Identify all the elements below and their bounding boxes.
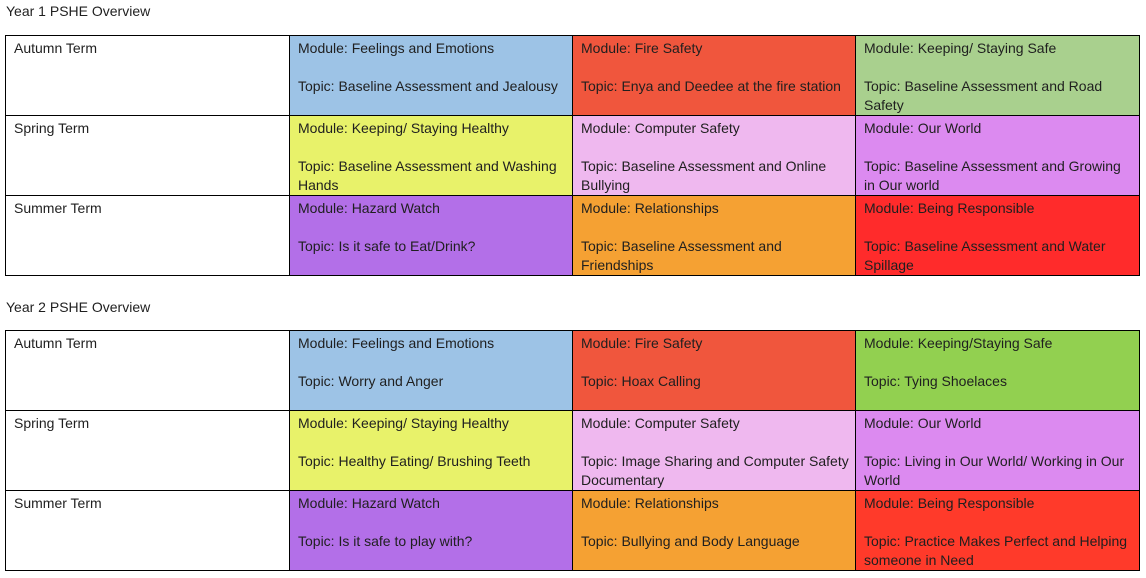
term-label: Summer Term: [6, 491, 290, 571]
term-label: Autumn Term: [6, 36, 290, 116]
module-text: Module: Computer Safety: [581, 415, 740, 431]
module-text: Module: Feelings and Emotions: [298, 335, 495, 351]
module-text: Module: Keeping/ Staying Healthy: [298, 120, 509, 136]
module-text: Module: Fire Safety: [581, 40, 703, 56]
module-cell: [290, 491, 573, 571]
module-cell: [290, 36, 573, 116]
module-cell: [290, 331, 573, 411]
module-text: Module: Our World: [864, 415, 982, 431]
topic-text: Topic: Bullying and Body Language: [581, 533, 800, 549]
table-row: [6, 331, 1140, 411]
module-cell: [856, 411, 1140, 491]
topic-text: Topic: Image Sharing and Computer Safety Documentary: [581, 453, 849, 488]
module-cell: [856, 36, 1140, 116]
module-text: Module: Being Responsible: [864, 495, 1035, 511]
topic-text: Topic: Hoax Calling: [581, 373, 701, 389]
topic-text: Topic: Baseline Assessment and Jealousy: [298, 78, 558, 94]
module-text: Module: Relationships: [581, 495, 719, 511]
topic-text: Topic: Baseline Assessment and Online Bullying: [581, 158, 827, 193]
topic-text: Topic: Is it safe to play with?: [298, 533, 473, 549]
module-cell: [573, 411, 856, 491]
term-label: Spring Term: [6, 116, 290, 196]
module-text: Module: Being Responsible: [864, 200, 1035, 216]
module-cell: [290, 196, 573, 276]
topic-text: Topic: Living in Our World/ Working in Our World: [864, 453, 1125, 488]
year1-overview-table: [5, 35, 1140, 276]
module-cell: [856, 196, 1140, 276]
term-label: Spring Term: [6, 411, 290, 491]
module-cell: [573, 331, 856, 411]
table-row: [6, 411, 1140, 491]
module-cell: [573, 36, 856, 116]
topic-text: Topic: Worry and Anger: [298, 373, 444, 389]
module-text: Module: Our World: [864, 120, 982, 136]
topic-text: Topic: Baseline Assessment and Growing in Our world: [864, 158, 1121, 193]
table-row: [6, 116, 1140, 196]
table-row: [6, 196, 1140, 276]
topic-text: Topic: Baseline Assessment and Friendships: [581, 238, 782, 273]
module-text: Module: Hazard Watch: [298, 495, 440, 511]
topic-text: Topic: Healthy Eating/ Brushing Teeth: [298, 453, 531, 469]
topic-text: Topic: Baseline Assessment and Washing Hands: [298, 158, 557, 193]
module-cell: [290, 116, 573, 196]
module-text: Module: Hazard Watch: [298, 200, 440, 216]
module-cell: [573, 491, 856, 571]
module-cell: [856, 331, 1140, 411]
table-row: [6, 491, 1140, 571]
topic-text: Topic: Enya and Deedee at the fire station: [581, 78, 841, 94]
topic-text: Topic: Baseline Assessment and Road Safety: [864, 78, 1103, 113]
term-label: Summer Term: [6, 196, 290, 276]
module-text: Module: Relationships: [581, 200, 719, 216]
topic-text: Topic: Is it safe to Eat/Drink?: [298, 238, 476, 254]
module-cell: [573, 196, 856, 276]
term-label: Autumn Term: [6, 331, 290, 411]
year1-heading: Year 1 PSHE Overview: [6, 3, 151, 19]
module-text: Module: Computer Safety: [581, 120, 740, 136]
module-text: Module: Keeping/ Staying Healthy: [298, 415, 509, 431]
year2-heading: Year 2 PSHE Overview: [6, 299, 151, 315]
module-cell: [856, 491, 1140, 571]
topic-text: Topic: Tying Shoelaces: [864, 373, 1007, 389]
module-text: Module: Fire Safety: [581, 335, 703, 351]
year2-overview-table: [5, 330, 1140, 571]
module-cell: [856, 116, 1140, 196]
topic-text: Topic: Baseline Assessment and Water Spillage: [864, 238, 1106, 273]
module-text: Module: Feelings and Emotions: [298, 40, 495, 56]
module-text: Module: Keeping/Staying Safe: [864, 335, 1053, 351]
module-text: Module: Keeping/ Staying Safe: [864, 40, 1057, 56]
module-cell: [573, 116, 856, 196]
module-cell: [290, 411, 573, 491]
topic-text: Topic: Practice Makes Perfect and Helping someone in Need: [864, 533, 1128, 568]
table-row: [6, 36, 1140, 116]
